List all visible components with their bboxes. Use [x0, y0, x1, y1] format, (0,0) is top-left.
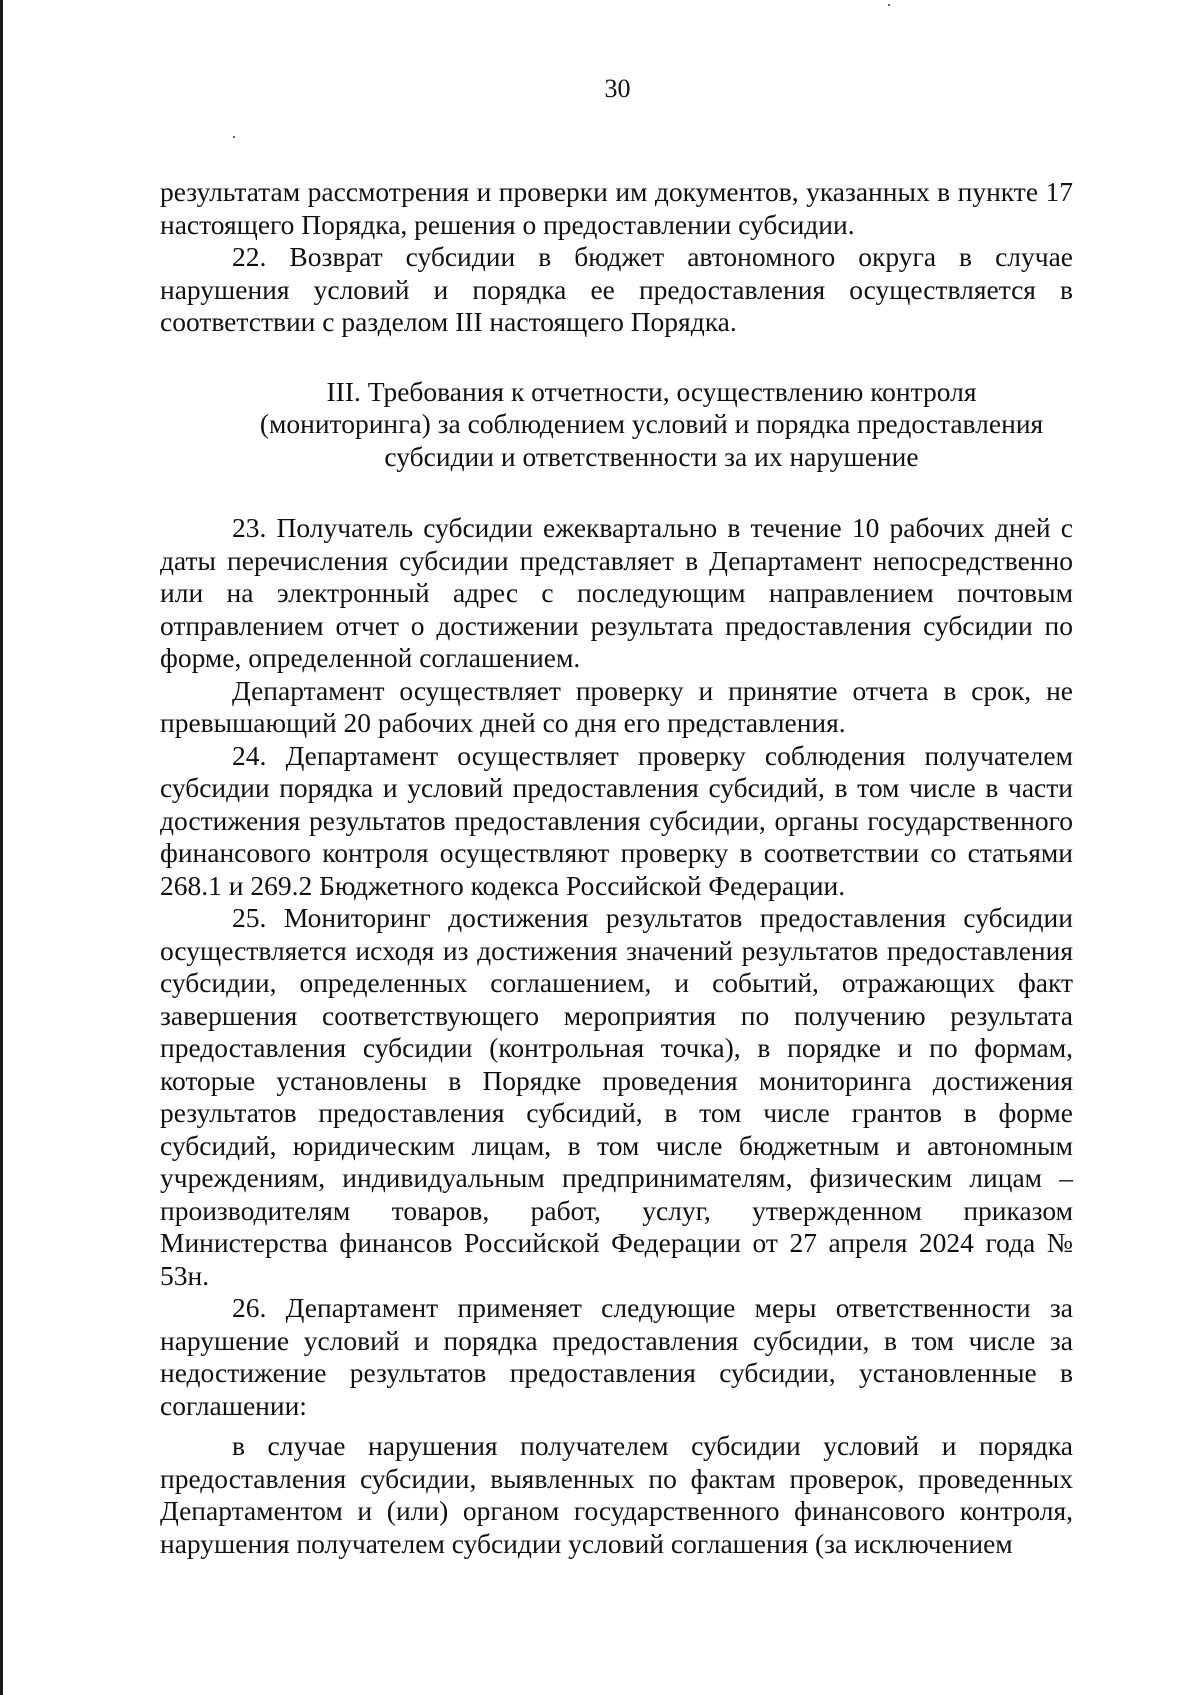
paragraph-25: 25. Мониторинг достижения результатов предоставления субсидии осуществляется исходя из достижения значений результатов предоставления субсидии, определенных соглашением, и событий, отражающих факт завершения соответствующего мероприятия по получению результата предоставления субсидии (контрольная точка), в порядке и по формам, которые установлены в Порядке проведения мониторинга достижения результатов предоставления субсидий, в том числе грантов в форме субсидий, юридическим лицам, в том числе бюджетным и автономным учреждениям, индивидуальным предпринимателям, физическим лицам – производителям товаров, работ, услуг, утвержденном приказом Министерства финансов Российской Федерации от 27 апреля 2024 года № 53н.: [160, 902, 1073, 1291]
section-heading-line: (мониторинга) за соблюдением условий и порядка предоставления: [259, 408, 1044, 439]
section-heading-line: субсидии и ответственности за их нарушение: [384, 440, 919, 472]
paragraph-spacer: [160, 1422, 1073, 1430]
scan-speck: [233, 136, 235, 138]
scan-edge-line: [0, 0, 3, 1695]
section-heading: [160, 376, 1073, 474]
paragraph-23: 23. Получатель субсидии ежеквартально в течение 10 рабочих дней с даты перечисления субсидии представляет в Департамент непосредственно или на электронный адрес с последующим направлением почтовым отправлением отчет о достижении результата предоставления субсидии по форме, определенной соглашением.: [160, 512, 1073, 673]
paragraph-22: 22. Возврат субсидии в бюджет автономного округа в случае нарушения условий и порядка ее предоставления осуществляется в соответствии с разделом III настоящего Порядка.: [160, 241, 1073, 337]
paragraph-26: 26. Департамент применяет следующие меры ответственности за нарушение условий и порядка предоставления субсидии, в том числе за недостижение результатов предоставления субсидии, установленные в соглашении:: [160, 1292, 1073, 1421]
paragraph-continuation: результатам рассмотрения и проверки им документов, указанных в пункте 17 настоящего Порядка, решения о предоставлении субсидии.: [160, 176, 1073, 240]
section-heading-line: III. Требования к отчетности, осуществлению контроля: [326, 375, 977, 407]
paragraph-23-report-check: Департамент осуществляет проверку и принятие отчета в срок, не превышающий 20 рабочих дней со дня его представления.: [160, 674, 1073, 738]
paragraph-24: 24. Департамент осуществляет проверку соблюдения получателем субсидии порядка и условий предоставления субсидий, в том числе в части достижения результатов предоставления субсидии, органы государственного финансового контроля осуществляют проверку в соответствии со статьями 268.1 и 269.2 Бюджетного кодекса Российской Федерации.: [160, 739, 1073, 901]
document-body: [160, 176, 1073, 1560]
scan-speck: [888, 4, 890, 6]
page-number: 30: [604, 74, 631, 103]
paragraph-26-case: в случае нарушения получателем субсидии условий и порядка предоставления субсидии, выявленных по фактам проверок, проведенных Департаментом и (или) органом государственного финансового контроля, нарушения получателем субсидии условий соглашения (за исключением: [160, 1430, 1073, 1559]
